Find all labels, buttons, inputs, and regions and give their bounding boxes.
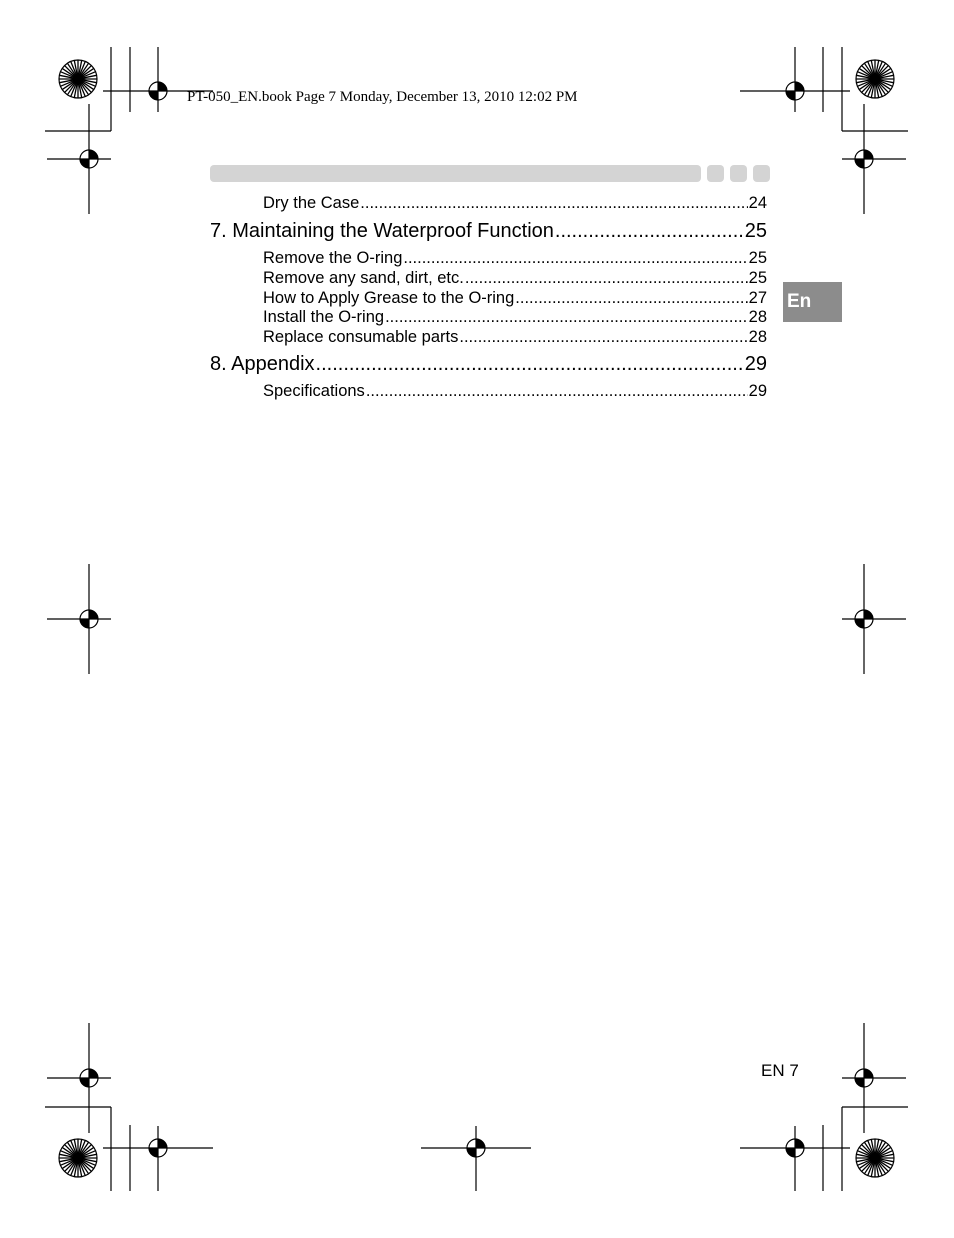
toc-entry-page: 25 <box>748 269 767 287</box>
toc-entry-install-o-ring[interactable] <box>263 307 767 327</box>
toc-entry-specifications[interactable] <box>263 381 767 401</box>
toc-entry-title: Install the O-ring <box>263 308 385 326</box>
toc-dot-leader <box>459 327 747 347</box>
toc-entry-dry-the-case[interactable] <box>263 193 767 213</box>
toc-entry-title: Specifications <box>263 382 365 400</box>
toc-entry-title: Remove any sand, dirt, etc. <box>263 269 464 287</box>
toc-entry-page: 29 <box>744 353 767 375</box>
toc-dot-leader <box>385 307 748 327</box>
language-tab: En <box>783 282 842 322</box>
toc-entry-remove-sand[interactable] <box>263 268 767 288</box>
toc-entry-page: 27 <box>748 289 767 307</box>
toc-entry-page: 29 <box>748 382 767 400</box>
toc-entry-page: 25 <box>748 249 767 267</box>
toc-dot-leader <box>360 193 747 213</box>
toc-entry-title: Remove the O-ring <box>263 249 403 267</box>
toc-dot-leader <box>465 268 748 288</box>
toc-dot-leader <box>555 218 744 244</box>
toc-entry-maintaining-waterproof[interactable] <box>210 218 767 244</box>
toc-entry-page: 24 <box>748 194 767 212</box>
toc-entry-remove-o-ring[interactable] <box>263 248 767 268</box>
toc-entry-page: 25 <box>744 220 767 242</box>
toc-dot-leader <box>403 248 747 268</box>
toc-entry-apply-grease[interactable] <box>263 288 767 308</box>
toc-entry-title: 7. Maintaining the Waterproof Function <box>210 220 554 242</box>
toc-entry-page: 28 <box>748 308 767 326</box>
toc-entry-replace-parts[interactable] <box>263 327 767 347</box>
toc-entry-appendix[interactable] <box>210 351 767 377</box>
toc-dot-leader <box>515 288 747 308</box>
toc-entry-title: Dry the Case <box>263 194 360 212</box>
toc-entry-page: 28 <box>748 328 767 346</box>
toc-dot-leader <box>366 381 748 401</box>
toc-entry-title: Replace consumable parts <box>263 328 459 346</box>
toc-dot-leader <box>316 351 744 377</box>
toc-entry-title: 8. Appendix <box>210 353 315 375</box>
page-number: EN 7 <box>761 1061 799 1080</box>
file-info-header: PT-050_EN.book Page 7 Monday, December 13, 2010 12:02 PM <box>187 89 578 105</box>
toc-entry-title: How to Apply Grease to the O-ring <box>263 289 515 307</box>
